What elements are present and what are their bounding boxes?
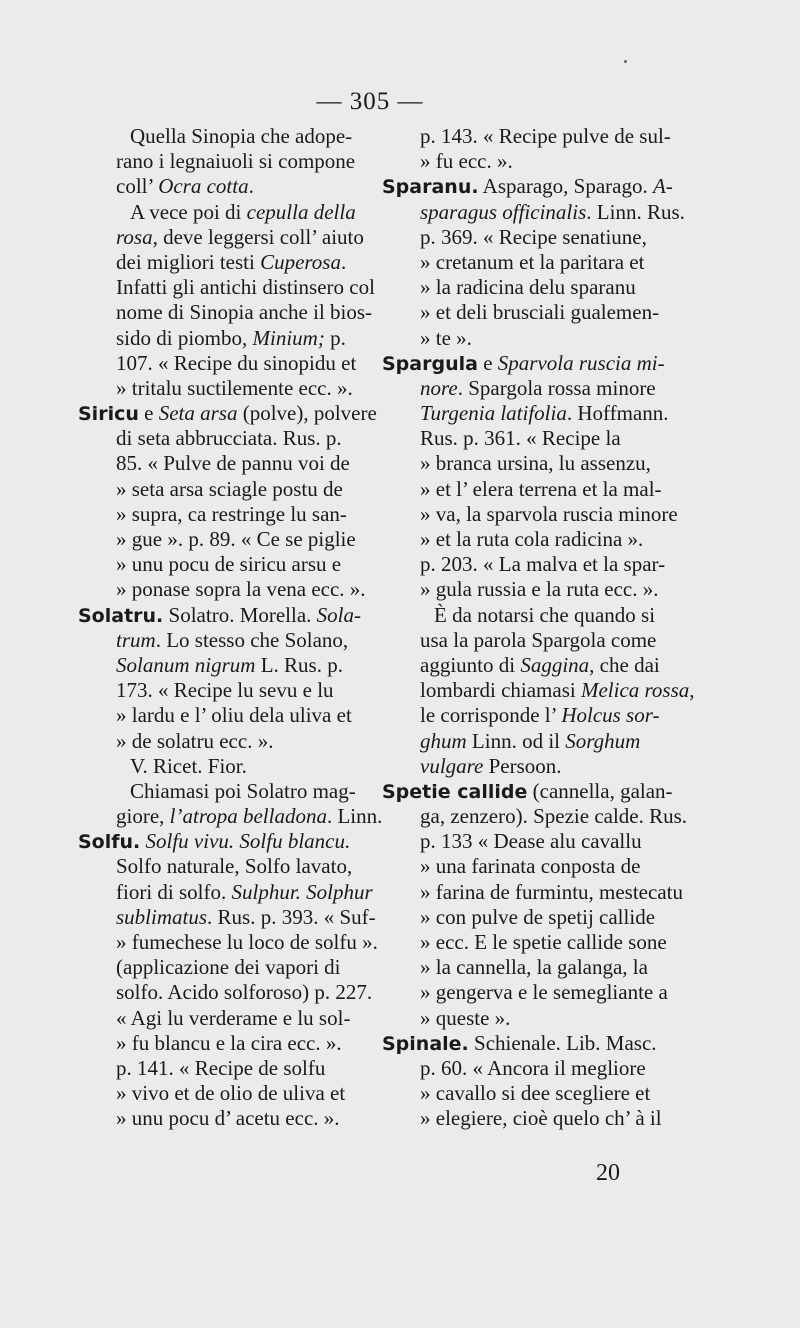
text-line: ga, zenzero). Spezie calde. Rus. (420, 804, 688, 829)
text-line: A vece poi di cepulla della (130, 199, 356, 224)
speck-mark (624, 60, 627, 63)
text-line: » farina de furmintu, mestecatu (420, 879, 683, 904)
text-line: 85. « Pulve de pannu voi de (116, 451, 350, 476)
text-line: le corrisponde l’ Holcus sor- (420, 703, 660, 728)
text-line: » gula russia e la ruta ecc. ». (420, 577, 659, 602)
text-line: » tritalu suctilemente ecc. ». (116, 375, 353, 400)
page-number: — 305 — (316, 88, 424, 115)
text-line: sido di piombo, Minium; p. (116, 325, 346, 350)
text-line: » la radicina delu sparanu (420, 275, 636, 300)
text-line: » de solatru ecc. ». (116, 728, 274, 753)
text-line: » seta arsa sciagle postu de (116, 476, 343, 501)
text-line: sublimatus. Rus. p. 393. « Suf- (116, 904, 376, 929)
text-line: 173. « Recipe lu sevu e lu (116, 678, 334, 703)
text-line: » unu pocu de siricu arsu e (116, 552, 342, 577)
text-line: p. 203. « La malva et la spar- (420, 552, 666, 577)
text-line: » con pulve de spetij callide (420, 904, 656, 929)
text-line: » et la ruta cola radicina ». (420, 527, 644, 551)
text-line: » fu blancu e la cira ecc. ». (116, 1030, 342, 1055)
text-line: usa la parola Spargola come (420, 627, 657, 652)
text-line: sparagus officinalis. Linn. Rus. (420, 199, 685, 224)
text-line: Solfu. Solfu vivu. Solfu blancu. (78, 829, 351, 854)
text-line: Solfo naturale, Solfo lavato, (116, 854, 353, 879)
text-line: trum. Lo stesso che Solano, (116, 627, 349, 652)
text-line: » cretanum et la paritara et (420, 249, 645, 274)
text-line: » una farinata conposta de (420, 854, 641, 879)
text-line: (applicazione dei vapori di (116, 955, 341, 980)
text-line: lombardi chiamasi Melica rossa, (420, 678, 695, 703)
text-line: coll’ Ocra cotta. (116, 174, 254, 199)
text-line: È da notarsi che quando si (434, 602, 656, 627)
text-line: » fumechese lu loco de solfu ». (116, 930, 378, 954)
text-line: di seta abbrucciata. Rus. p. (116, 426, 342, 451)
text-line: dei migliori testi Cuperosa. (116, 249, 347, 274)
text-line: » te ». (420, 325, 472, 350)
text-line: » et deli brusciali gualemen- (420, 300, 660, 325)
text-line: » va, la sparvola ruscia minore (420, 501, 678, 526)
text-line: » elegiere, cioè quelo ch’ à il (420, 1106, 662, 1131)
text-line: » ecc. E le spetie callide sone (420, 930, 667, 954)
text-line: » vivo et de olio de uliva et (116, 1081, 346, 1106)
right-column (382, 124, 695, 1132)
text-line: Solanum nigrum L. Rus. p. (116, 652, 343, 677)
text-line: nore. Spargola rossa minore (420, 375, 656, 400)
text-line: » queste ». (420, 1005, 511, 1030)
text-line: rano i legnaiuoli si compone (116, 149, 356, 174)
text-line: » gengerva e le semegliante a (420, 980, 668, 1005)
text-line: Sparanu. Asparago, Sparago. A- (382, 174, 673, 199)
text-line: rosa, deve leggersi coll’ aiuto (116, 224, 364, 249)
text-line: p. 369. « Recipe senatiune, (420, 224, 647, 249)
text-line: ghum Linn. od il Sorghum (420, 728, 641, 753)
text-line: » ponase sopra la vena ecc. ». (116, 577, 366, 602)
text-line: solfo. Acido solforoso) p. 227. (116, 980, 373, 1005)
signature-mark: 20 (596, 1160, 620, 1186)
text-line: » fu ecc. ». (420, 149, 513, 174)
text-line: aggiunto di Saggina, che dai (420, 652, 660, 677)
text-line: V. Ricet. Fior. (130, 753, 247, 778)
text-line: 107. « Recipe du sinopidu et (116, 350, 357, 375)
left-column (78, 124, 383, 1132)
text-line: Solatru. Solatro. Morella. Sola- (78, 602, 361, 627)
text-line: Chiamasi poi Solatro mag- (130, 778, 356, 803)
text-line: » la cannella, la galanga, la (420, 955, 648, 980)
text-line: Turgenia latifolia. Hoffmann. (420, 401, 669, 426)
text-line: Infatti gli antichi distinsero col (116, 275, 375, 300)
text-line: nome di Sinopia anche il bios- (116, 300, 373, 325)
text-line: » branca ursina, lu assenzu, (420, 451, 651, 476)
text-line: » cavallo si dee scegliere et (420, 1081, 651, 1106)
text-line: Rus. p. 361. « Recipe la (420, 426, 621, 451)
text-line: « Agi lu verderame e lu sol- (116, 1005, 351, 1030)
text-line: giore, l’atropa belladona. Linn. (116, 804, 383, 829)
text-line: p. 143. « Recipe pulve de sul- (420, 124, 671, 148)
text-line: » supra, ca restringe lu san- (116, 501, 347, 526)
text-line: » gue ». p. 89. « Ce se piglie (116, 527, 356, 551)
text-line: » lardu e l’ oliu dela uliva et (116, 703, 352, 728)
text-line: p. 141. « Recipe de solfu (116, 1055, 326, 1080)
text-line: p. 133 « Dease alu cavallu (420, 829, 642, 854)
text-line: p. 60. « Ancora il megliore (420, 1055, 646, 1080)
text-line: » et l’ elera terrena et la mal- (420, 476, 662, 501)
text-line: Quella Sinopia che adope- (130, 124, 353, 148)
text-line: Spetie callide (cannella, galan- (382, 778, 673, 803)
text-line: vulgare Persoon. (420, 753, 562, 778)
text-line: Spargula e Sparvola ruscia mi- (382, 350, 665, 375)
text-line: Spinale. Schienale. Lib. Masc. (382, 1030, 657, 1055)
text-line: » unu pocu d’ acetu ecc. ». (116, 1106, 340, 1131)
text-line: Siricu e Seta arsa (polve), polvere (78, 401, 377, 426)
text-line: fiori di solfo. Sulphur. Solphur (116, 879, 373, 904)
